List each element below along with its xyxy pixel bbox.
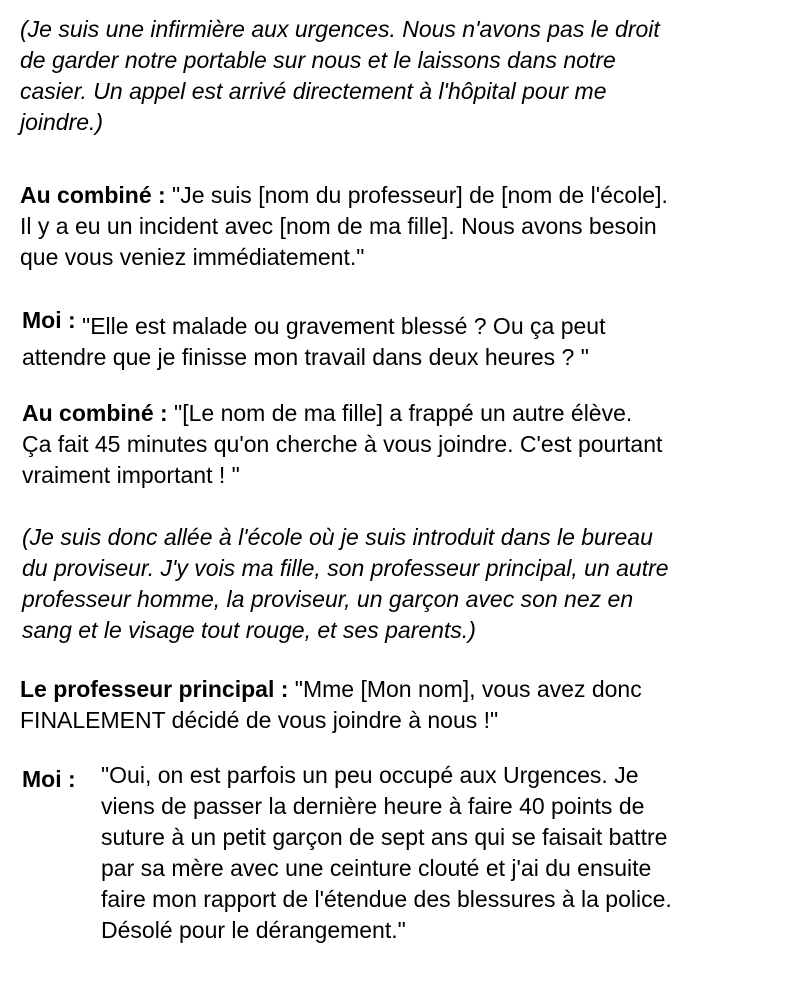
narration-line: (Je suis une infirmière aux urgences. Nous n'avons pas le droit <box>20 16 660 42</box>
narration-line: joindre.) <box>20 109 104 135</box>
speaker-label: Au combiné : <box>20 182 166 208</box>
dialogue-teacher <box>20 674 795 736</box>
narration-line: professeur homme, la proviseur, un garçon avec son nez en <box>22 586 634 612</box>
speaker-label: Moi : <box>22 766 76 792</box>
speech-line: Ça fait 45 minutes qu'on cherche à vous joindre. C'est pourtant <box>22 431 663 457</box>
speech-line: "Oui, on est parfois un peu occupé aux Urgences. Je <box>101 762 639 788</box>
speech-line: Désolé pour le dérangement." <box>101 917 406 943</box>
narration-intro <box>20 14 795 138</box>
narration-line: casier. Un appel est arrivé directement à l'hôpital pour me <box>20 78 607 104</box>
dialogue-me-2 <box>22 760 797 946</box>
speech-line: vraiment important ! " <box>22 462 240 488</box>
speech-line: viens de passer la dernière heure à faire 40 points de <box>101 793 645 819</box>
dialogue-me-1 <box>22 305 797 370</box>
speech-line: suture à un petit garçon de sept ans qui se faisait battre <box>101 824 668 850</box>
speech-line: "Elle est malade ou gravement blessé ? Ou ça peut <box>75 313 606 339</box>
speech-line: attendre que je finisse mon travail dans deux heures ? " <box>22 344 589 370</box>
speaker-label: Au combiné : <box>22 400 168 426</box>
speech-line: "Je suis [nom du professeur] de [nom de l'école]. <box>165 182 668 208</box>
speech-line: "Mme [Mon nom], vous avez donc <box>288 676 642 702</box>
speaker-label: Le professeur principal : <box>20 676 289 702</box>
narration-line: (Je suis donc allée à l'école où je suis introduit dans le bureau <box>22 524 653 550</box>
narration-line: du proviseur. J'y vois ma fille, son professeur principal, un autre <box>22 555 669 581</box>
speech-line: par sa mère avec une ceinture clouté et j'ai du ensuite <box>101 855 652 881</box>
speech-block <box>101 760 797 946</box>
speaker-label: Moi : <box>22 307 76 333</box>
narration-school <box>22 522 797 646</box>
narration-line: de garder notre portable sur nous et le laissons dans notre <box>20 47 616 73</box>
speech-line: FINALEMENT décidé de vous joindre à nous !" <box>20 707 499 733</box>
narration-line: sang et le visage tout rouge, et ses parents.) <box>22 617 476 643</box>
speech-line: "[Le nom de ma fille] a frappé un autre élève. <box>167 400 633 426</box>
speech-line: que vous veniez immédiatement." <box>20 244 365 270</box>
speech-line: faire mon rapport de l'étendue des blessures à la police. <box>101 886 672 912</box>
speech-line: Il y a eu un incident avec [nom de ma fille]. Nous avons besoin <box>20 213 657 239</box>
dialogue-phone-1 <box>20 180 795 273</box>
dialogue-phone-2 <box>22 398 797 491</box>
